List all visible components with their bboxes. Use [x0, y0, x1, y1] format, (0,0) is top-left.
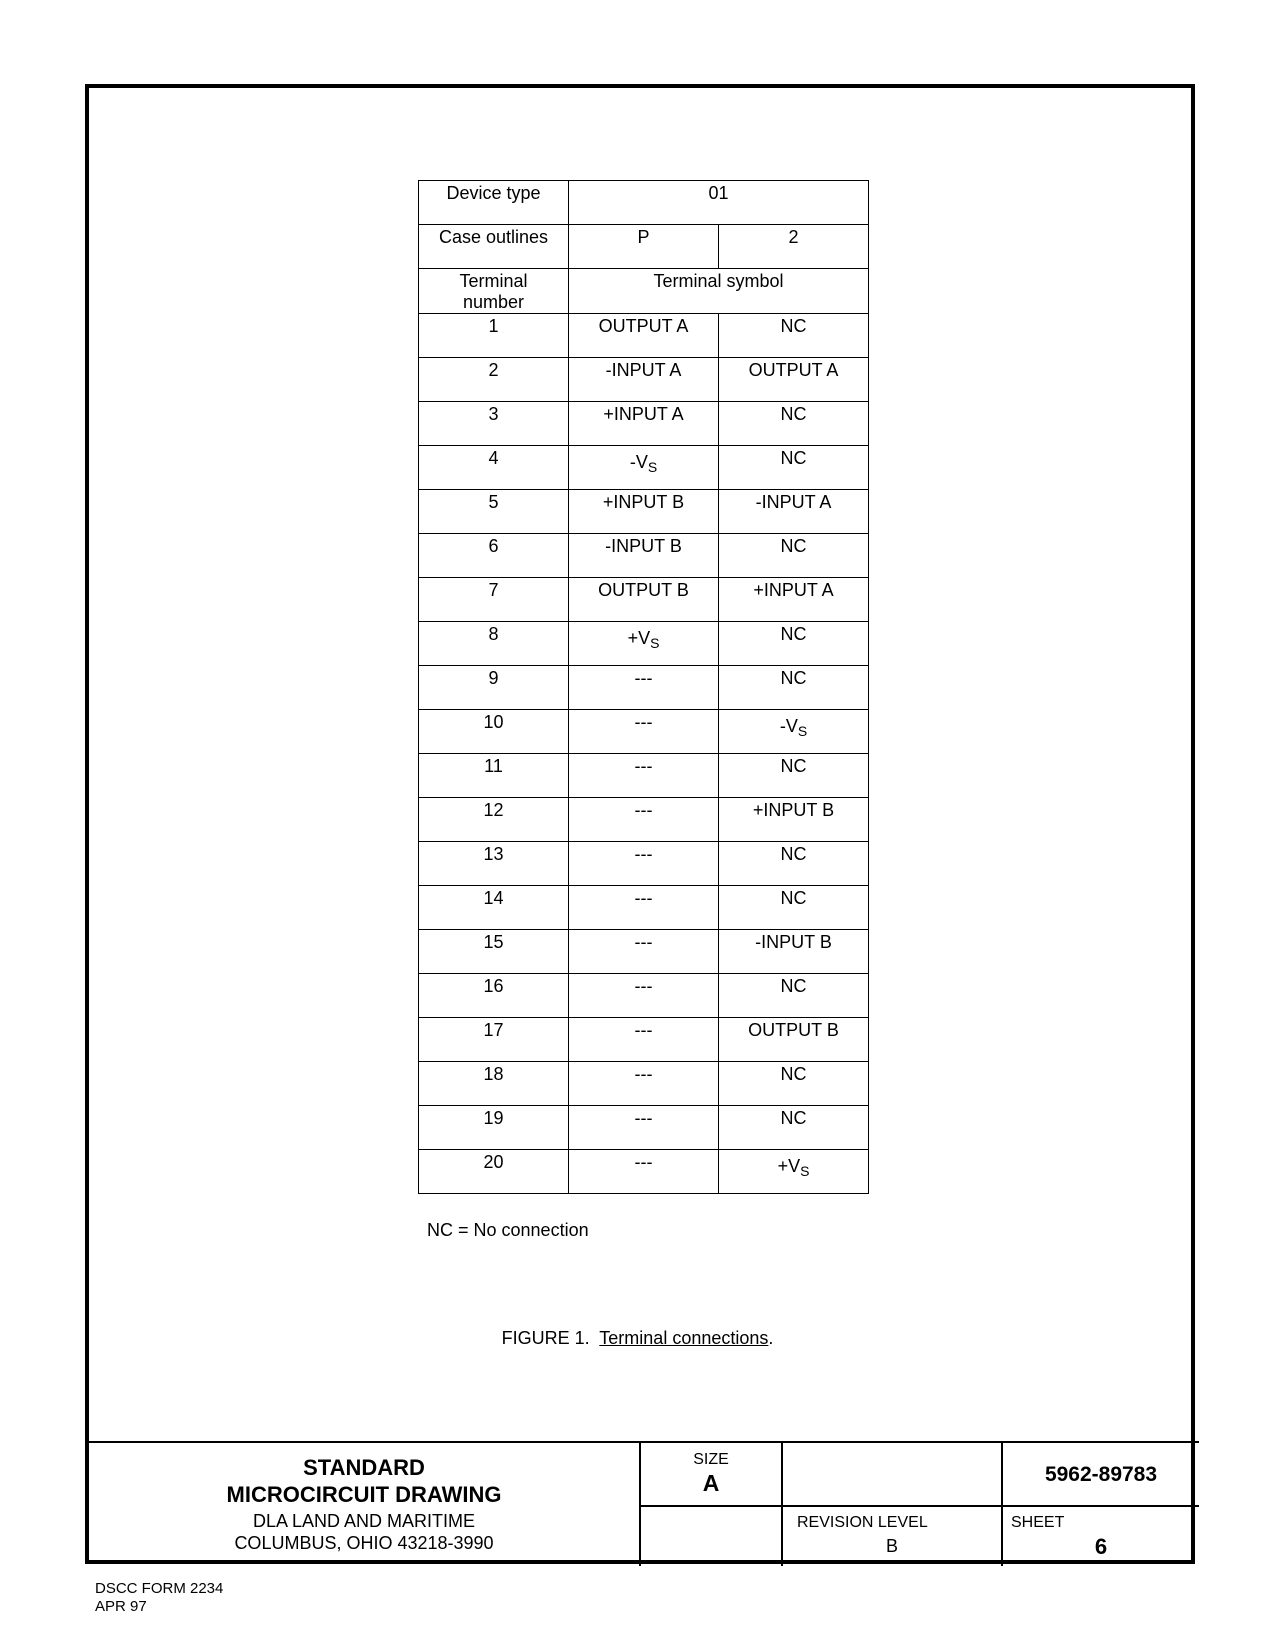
- terminal-number: [419, 886, 569, 930]
- symbol-case-p: [569, 842, 719, 886]
- symbol-case-p-text: +INPUT A: [603, 404, 684, 424]
- case-outlines-label: Case outlines: [419, 225, 569, 269]
- figure-caption: [0, 1328, 1275, 1349]
- symbol-case-2-text: NC: [780, 844, 807, 864]
- terminal-number-text: 5: [488, 492, 499, 512]
- terminal-connections-table: [418, 180, 869, 1194]
- terminal-number-text: 10: [483, 712, 504, 732]
- title-microcircuit-drawing: MICROCIRCUIT DRAWING: [226, 1482, 502, 1507]
- terminal-row: [419, 622, 869, 666]
- symbol-case-2-text: NC: [780, 1064, 807, 1084]
- size-value: A: [702, 1470, 720, 1496]
- terminal-number: [419, 358, 569, 402]
- figure-title: Terminal connections: [599, 1328, 769, 1348]
- symbol-case-2: [719, 1062, 869, 1106]
- symbol-case-2: [719, 886, 869, 930]
- title-standard: STANDARD: [303, 1455, 425, 1480]
- symbol-case-2: [719, 358, 869, 402]
- terminal-number-text: 19: [483, 1108, 504, 1128]
- symbol-case-2-text: NC: [780, 1108, 807, 1128]
- symbol-case-p-text: ---: [634, 712, 653, 732]
- terminal-number-text: 18: [483, 1064, 504, 1084]
- terminal-row: [419, 578, 869, 622]
- symbol-case-2: [719, 1150, 869, 1194]
- symbol-case-p: [569, 578, 719, 622]
- terminal-row: [419, 886, 869, 930]
- terminal-row: [419, 1106, 869, 1150]
- terminal-number: [419, 1018, 569, 1062]
- device-type-value: 01: [569, 181, 869, 225]
- terminal-number: [419, 842, 569, 886]
- symbol-case-p-text: ---: [634, 1108, 653, 1128]
- terminal-number-text: 11: [484, 756, 503, 776]
- symbol-case-2: [719, 1018, 869, 1062]
- terminal-number: [419, 930, 569, 974]
- symbol-case-p: [569, 534, 719, 578]
- symbol-case-p-text: ---: [634, 1152, 653, 1172]
- terminal-number: [419, 622, 569, 666]
- symbol-case-2-subscript: S: [797, 723, 808, 739]
- terminal-number-text: 17: [483, 1020, 504, 1040]
- symbol-case-p: [569, 974, 719, 1018]
- header-row: [419, 269, 869, 314]
- terminal-number-text: 8: [488, 624, 499, 644]
- symbol-case-2: [719, 754, 869, 798]
- symbol-case-p-text: OUTPUT B: [598, 580, 689, 600]
- terminal-number: [419, 798, 569, 842]
- terminal-row: [419, 490, 869, 534]
- terminal-number-text: 1: [488, 316, 499, 336]
- symbol-case-p: [569, 402, 719, 446]
- terminal-row: [419, 446, 869, 490]
- symbol-case-p: [569, 1150, 719, 1194]
- terminal-row: [419, 314, 869, 358]
- terminal-number: [419, 1062, 569, 1106]
- terminal-number-text: 6: [488, 536, 499, 556]
- terminal-row: [419, 666, 869, 710]
- terminal-row: [419, 402, 869, 446]
- size-label: SIZE: [693, 1451, 729, 1468]
- symbol-case-p-text: +INPUT B: [602, 492, 685, 512]
- terminal-number-text: 16: [483, 976, 504, 996]
- drawing-number: 5962-89783: [1044, 1463, 1158, 1486]
- symbol-case-2-subscript: S: [800, 1163, 810, 1179]
- terminal-number-text: 7: [488, 580, 499, 600]
- symbol-case-2-text: NC: [780, 624, 807, 644]
- symbol-case-p: [569, 1062, 719, 1106]
- terminal-row: [419, 1150, 869, 1194]
- terminal-number: [419, 974, 569, 1018]
- symbol-case-2: [719, 798, 869, 842]
- symbol-case-2: [719, 930, 869, 974]
- symbol-case-p-text: ---: [634, 668, 653, 688]
- symbol-case-2: [719, 974, 869, 1018]
- terminal-number: [419, 578, 569, 622]
- symbol-case-p: [569, 1106, 719, 1150]
- symbol-case-2-text: +INPUT A: [753, 580, 834, 600]
- symbol-case-p-subscript: S: [647, 459, 658, 475]
- terminal-row: [419, 534, 869, 578]
- symbol-case-p-text: -INPUT B: [605, 536, 682, 556]
- symbol-case-p: [569, 710, 719, 754]
- title-block: [89, 1441, 1199, 1566]
- terminal-row: [419, 798, 869, 842]
- terminal-number-header: [419, 269, 569, 314]
- title-block-top-rule: [89, 1441, 1199, 1443]
- symbol-case-p: [569, 930, 719, 974]
- symbol-case-2: [719, 666, 869, 710]
- symbol-case-2: [719, 710, 869, 754]
- terminal-row: [419, 754, 869, 798]
- terminal-number: [419, 1150, 569, 1194]
- terminal-number-text: 12: [483, 800, 504, 820]
- title-agency: DLA LAND AND MARITIME: [252, 1511, 476, 1531]
- symbol-case-2-text: NC: [780, 756, 807, 776]
- revision-level-value: B: [885, 1536, 898, 1556]
- terminal-number-text: 20: [483, 1152, 504, 1172]
- terminal-row: [419, 1018, 869, 1062]
- terminal-row: [419, 710, 869, 754]
- title-address: COLUMBUS, OHIO 43218-3990: [234, 1533, 494, 1553]
- sheet-label: SHEET: [1011, 1514, 1065, 1531]
- terminal-number-text: 15: [483, 932, 504, 952]
- symbol-case-2: [719, 314, 869, 358]
- symbol-case-2: [719, 490, 869, 534]
- symbol-case-2-text: -INPUT A: [755, 492, 832, 512]
- title-block-mid-rule: [639, 1505, 1199, 1507]
- terminal-number-text: 13: [483, 844, 504, 864]
- terminal-row: [419, 842, 869, 886]
- symbol-case-p-text: +V: [627, 628, 651, 648]
- footer-form-number: DSCC FORM 2234: [95, 1580, 224, 1597]
- symbol-case-2: [719, 622, 869, 666]
- terminal-row: [419, 358, 869, 402]
- symbol-case-p: [569, 886, 719, 930]
- nc-note: NC = No connection: [427, 1220, 589, 1240]
- symbol-case-p: [569, 666, 719, 710]
- symbol-case-2-text: NC: [780, 448, 807, 468]
- terminal-number: [419, 1106, 569, 1150]
- case-outlines-row: [419, 225, 869, 269]
- symbol-case-p: [569, 622, 719, 666]
- symbol-case-2-text: NC: [780, 976, 807, 996]
- symbol-case-p: [569, 798, 719, 842]
- case-outline-p: P: [569, 225, 719, 269]
- symbol-case-p-text: OUTPUT A: [598, 316, 689, 336]
- terminal-number: [419, 314, 569, 358]
- symbol-case-2: [719, 402, 869, 446]
- symbol-case-p-text: ---: [634, 932, 653, 952]
- symbol-case-2-text: NC: [780, 316, 807, 336]
- device-type-label: Device type: [419, 181, 569, 225]
- symbol-case-p-text: ---: [634, 1064, 653, 1084]
- symbol-case-2-text: +INPUT B: [752, 800, 835, 820]
- figure-prefix: FIGURE 1.: [501, 1328, 600, 1348]
- terminal-number: [419, 710, 569, 754]
- terminal-number: [419, 446, 569, 490]
- symbol-case-p: [569, 314, 719, 358]
- symbol-case-2: [719, 534, 869, 578]
- terminal-number-text: 3: [488, 404, 499, 424]
- terminal-row: [419, 930, 869, 974]
- terminal-symbol-header: Terminal symbol: [569, 269, 869, 314]
- symbol-case-p-text: -V: [629, 452, 648, 472]
- footer-form-date: APR 97: [95, 1598, 147, 1615]
- symbol-case-p: [569, 754, 719, 798]
- symbol-case-p-text: ---: [634, 1020, 653, 1040]
- symbol-case-p: [569, 1018, 719, 1062]
- symbol-case-2-text: NC: [780, 404, 807, 424]
- symbol-case-2-text: NC: [780, 888, 807, 908]
- symbol-case-2-text: -INPUT B: [755, 932, 832, 952]
- symbol-case-2-text: -V: [779, 716, 798, 736]
- terminal-number-text: 14: [483, 888, 504, 908]
- symbol-case-2-text: NC: [780, 536, 807, 556]
- terminal-number: [419, 534, 569, 578]
- revision-level-label: REVISION LEVEL: [797, 1514, 928, 1531]
- symbol-case-p-subscript: S: [650, 635, 660, 651]
- sheet-number: 6: [1094, 1534, 1108, 1559]
- figure-suffix: .: [768, 1328, 774, 1348]
- device-type-row: [419, 181, 869, 225]
- symbol-case-2-text: NC: [780, 668, 807, 688]
- symbol-case-2-text: OUTPUT A: [748, 360, 839, 380]
- symbol-case-p-text: ---: [634, 756, 653, 776]
- symbol-case-2: [719, 842, 869, 886]
- terminal-row: [419, 1062, 869, 1106]
- terminal-number: [419, 666, 569, 710]
- symbol-case-p-text: ---: [634, 800, 653, 820]
- symbol-case-2: [719, 1106, 869, 1150]
- symbol-case-2: [719, 578, 869, 622]
- terminal-number-header-text: Terminal number: [459, 271, 528, 312]
- terminal-number-text: 2: [488, 360, 499, 380]
- symbol-case-p-text: -INPUT A: [605, 360, 682, 380]
- symbol-case-p-text: ---: [634, 844, 653, 864]
- terminal-number: [419, 490, 569, 534]
- symbol-case-p-text: ---: [634, 976, 653, 996]
- terminal-row: [419, 974, 869, 1018]
- terminal-number-text: 4: [488, 448, 499, 468]
- terminal-number: [419, 754, 569, 798]
- symbol-case-2-text: +V: [777, 1156, 801, 1176]
- case-outline-2: 2: [719, 225, 869, 269]
- symbol-case-p: [569, 446, 719, 490]
- symbol-case-p: [569, 490, 719, 534]
- symbol-case-2-text: OUTPUT B: [748, 1020, 839, 1040]
- symbol-case-2: [719, 446, 869, 490]
- terminal-number: [419, 402, 569, 446]
- symbol-case-p-text: ---: [634, 888, 653, 908]
- terminal-number-text: 9: [488, 668, 499, 688]
- symbol-case-p: [569, 358, 719, 402]
